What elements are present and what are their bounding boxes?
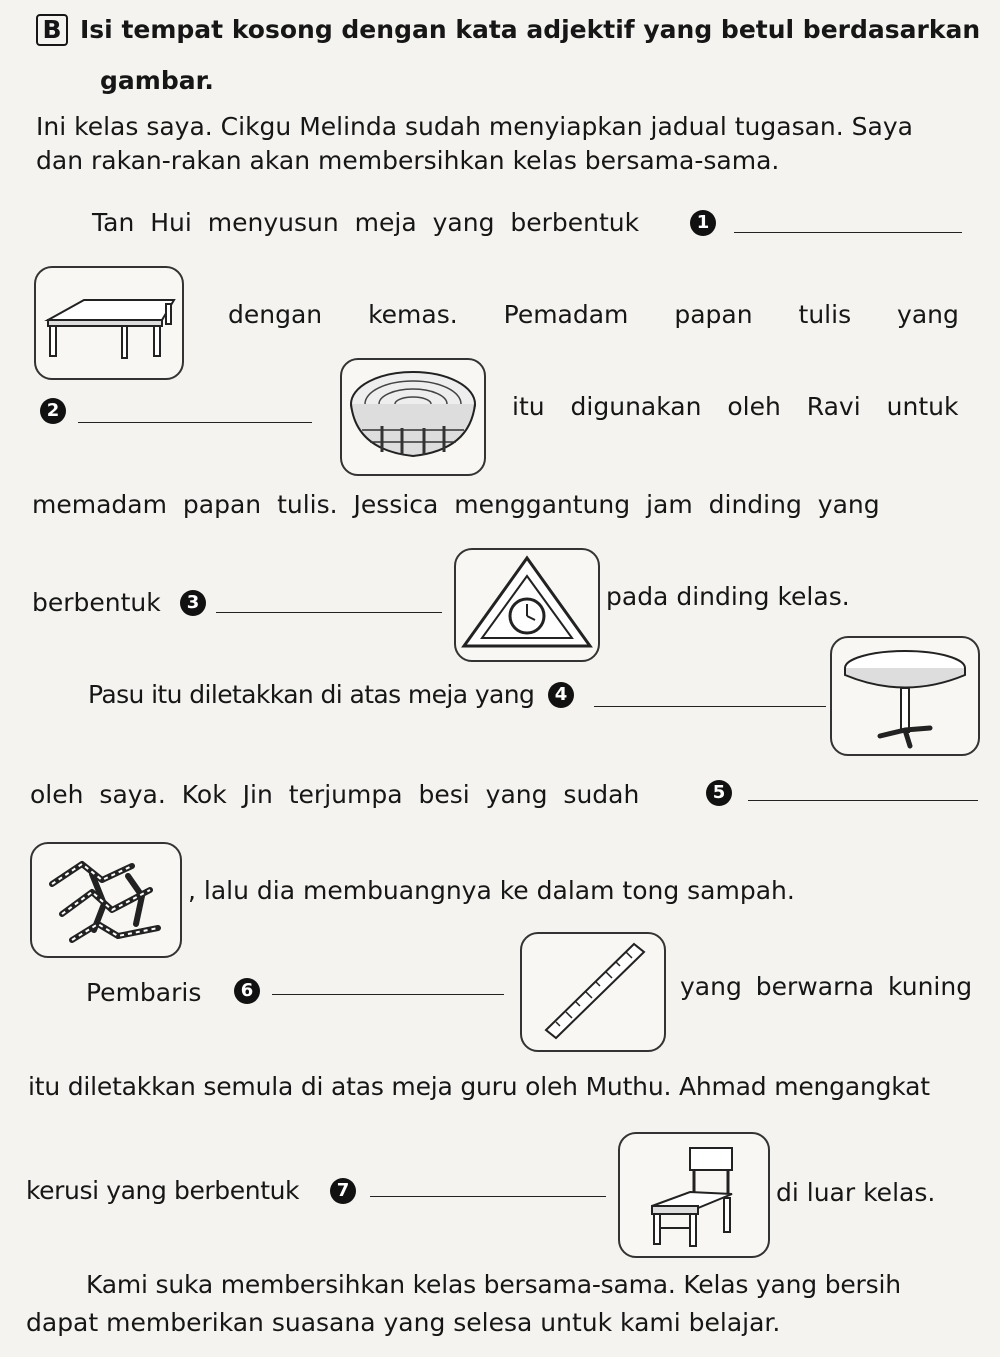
- passage-text-11a: kerusi yang berbentuk: [26, 1176, 300, 1205]
- passage-text-11b: di luar kelas.: [776, 1178, 936, 1207]
- image-clock-triangle: [454, 548, 600, 662]
- intro-line-2: dan rakan-rakan akan membersihkan kelas bersama-sama.: [36, 146, 780, 175]
- section-header: [36, 14, 980, 46]
- answer-blank-7[interactable]: [370, 1196, 606, 1197]
- passage-text-9a: Pembaris: [86, 978, 202, 1007]
- closing-line-2: dapat memberikan suasana yang selesa untuk kami belajar.: [26, 1308, 781, 1337]
- question-number-3: 3: [180, 590, 206, 616]
- passage-text-7: oleh saya. Kok Jin terjumpa besi yang sudah: [30, 780, 640, 809]
- answer-blank-4[interactable]: [594, 706, 826, 707]
- eraser-oval-icon: [342, 360, 484, 474]
- table-round-icon: [832, 638, 978, 754]
- section-label: B: [36, 14, 68, 46]
- question-number-5: 5: [706, 780, 732, 806]
- passage-text-8: , lalu dia membuangnya ke dalam tong sampah.: [188, 876, 795, 905]
- passage-text-9b: [680, 972, 984, 1002]
- question-number-2: 2: [40, 398, 66, 424]
- answer-blank-5[interactable]: [748, 800, 978, 801]
- iron-bent-icon: [32, 844, 180, 956]
- passage-text-3-content: itu digunakan oleh Ravi untuk: [512, 392, 959, 421]
- passage-text-2: [228, 300, 968, 330]
- clock-triangle-icon: [456, 550, 598, 660]
- image-ruler-long: [520, 932, 666, 1052]
- image-chair-small: [618, 1132, 770, 1258]
- chair-small-icon: [620, 1134, 768, 1256]
- passage-text-4: memadam papan tulis. Jessica menggantung jam dinding yang: [32, 490, 880, 519]
- question-number-1: 1: [690, 210, 716, 236]
- answer-blank-3[interactable]: [216, 612, 442, 613]
- passage-text-10: itu diletakkan semula di atas meja guru oleh Muthu. Ahmad mengangkat: [28, 1072, 930, 1101]
- image-eraser-oval: [340, 358, 486, 476]
- question-number-6: 6: [234, 978, 260, 1004]
- image-table-rectangle: [34, 266, 184, 380]
- ruler-long-icon: [522, 934, 664, 1050]
- passage-text-6: Pasu itu diletakkan di atas meja yang: [88, 680, 535, 709]
- instruction-line-2: gambar.: [100, 66, 214, 95]
- table-rectangle-icon: [36, 268, 182, 378]
- passage-text-5b: pada dinding kelas.: [606, 582, 850, 611]
- question-number-4: 4: [548, 682, 574, 708]
- image-iron-bent: [30, 842, 182, 958]
- instruction-line-1: Isi tempat kosong dengan kata adjektif yang betul berdasarkan: [80, 15, 981, 44]
- passage-text-5a: berbentuk: [32, 588, 161, 617]
- image-table-round: [830, 636, 980, 756]
- answer-blank-2[interactable]: [78, 422, 312, 423]
- passage-text-9b-content: yang berwarna kuning: [680, 972, 973, 1001]
- answer-blank-6[interactable]: [272, 994, 504, 995]
- intro-line-1: Ini kelas saya. Cikgu Melinda sudah menyiapkan jadual tugasan. Saya: [36, 112, 913, 141]
- passage-text-2-content: dengan kemas. Pemadam papan tulis yang: [228, 300, 959, 329]
- closing-line-1: Kami suka membersihkan kelas bersama-sama. Kelas yang bersih: [86, 1270, 901, 1299]
- passage-text-3: [512, 392, 970, 422]
- question-number-7: 7: [330, 1178, 356, 1204]
- answer-blank-1[interactable]: [734, 232, 962, 233]
- passage-text-1: Tan Hui menyusun meja yang berbentuk: [92, 208, 640, 237]
